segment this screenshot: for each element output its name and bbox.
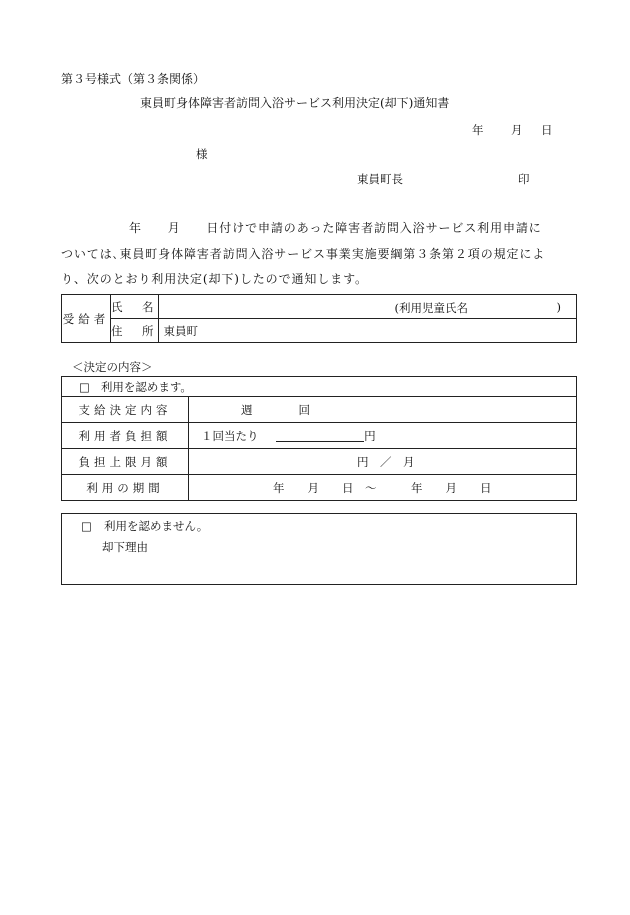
name-note: (利用児童氏名: [394, 301, 468, 315]
amount-blank[interactable]: [276, 430, 364, 442]
date-month: 月: [511, 123, 523, 137]
name-cell: [158, 295, 577, 319]
date-year: 年: [472, 123, 484, 137]
per-use-prefix: １回当たり: [201, 428, 259, 443]
decision-label-2: 利用者負担額: [62, 423, 189, 449]
decision-value-2: [189, 423, 577, 449]
seal-mark: 印: [518, 172, 530, 186]
name-label: 氏 名: [111, 295, 159, 319]
body-line-3: り、次のとおり利用決定(却下)したので通知します。: [61, 272, 368, 286]
approve-row: [62, 377, 577, 397]
date-day: 日: [541, 123, 553, 137]
name-note-close: ): [556, 300, 561, 314]
decision-value-3: 円 ／ 月: [189, 449, 577, 475]
address-value: 東員町: [158, 319, 577, 343]
address-label: 住 所: [111, 319, 159, 343]
body-line-2: ついては､東員町身体障害者訪問入浴サービス事業実施要綱第３条第２項の規定によ: [61, 247, 546, 261]
body-line-1: 年 月 日付けで申請のあった障害者訪問入浴サービス利用申請に: [129, 221, 542, 235]
issuer-name: 東員町長: [357, 172, 403, 186]
form-number: 第３号様式（第３条関係）: [61, 72, 206, 86]
reject-checkbox[interactable]: □: [81, 519, 92, 533]
reject-text: 利用を認めません。: [104, 519, 209, 533]
recipient-table: [61, 294, 577, 343]
approve-checkbox[interactable]: □: [79, 379, 90, 394]
approve-text: 利用を認めます。: [100, 379, 192, 394]
document-title: 東員町身体障害者訪問入浴サービス利用決定(却下)通知書: [140, 96, 450, 110]
decision-heading: ＜決定の内容＞: [72, 360, 153, 374]
yen-suffix: 円: [364, 428, 376, 443]
rejection-box: [61, 513, 577, 585]
addressee-suffix: 様: [196, 147, 208, 161]
decision-value-4: 年 月 日 ～ 年 月 日: [189, 475, 577, 501]
decision-label-4: 利用の期間: [62, 475, 189, 501]
decision-label-3: 負担上限月額: [62, 449, 189, 475]
body-paragraph: [61, 222, 577, 292]
recipient-header: 受給者: [62, 295, 111, 343]
decision-table: [61, 376, 577, 501]
decision-label-1: 支給決定内容: [62, 397, 189, 423]
reject-reason-label: 却下理由: [102, 540, 148, 554]
decision-value-1: 週 回: [189, 397, 577, 423]
